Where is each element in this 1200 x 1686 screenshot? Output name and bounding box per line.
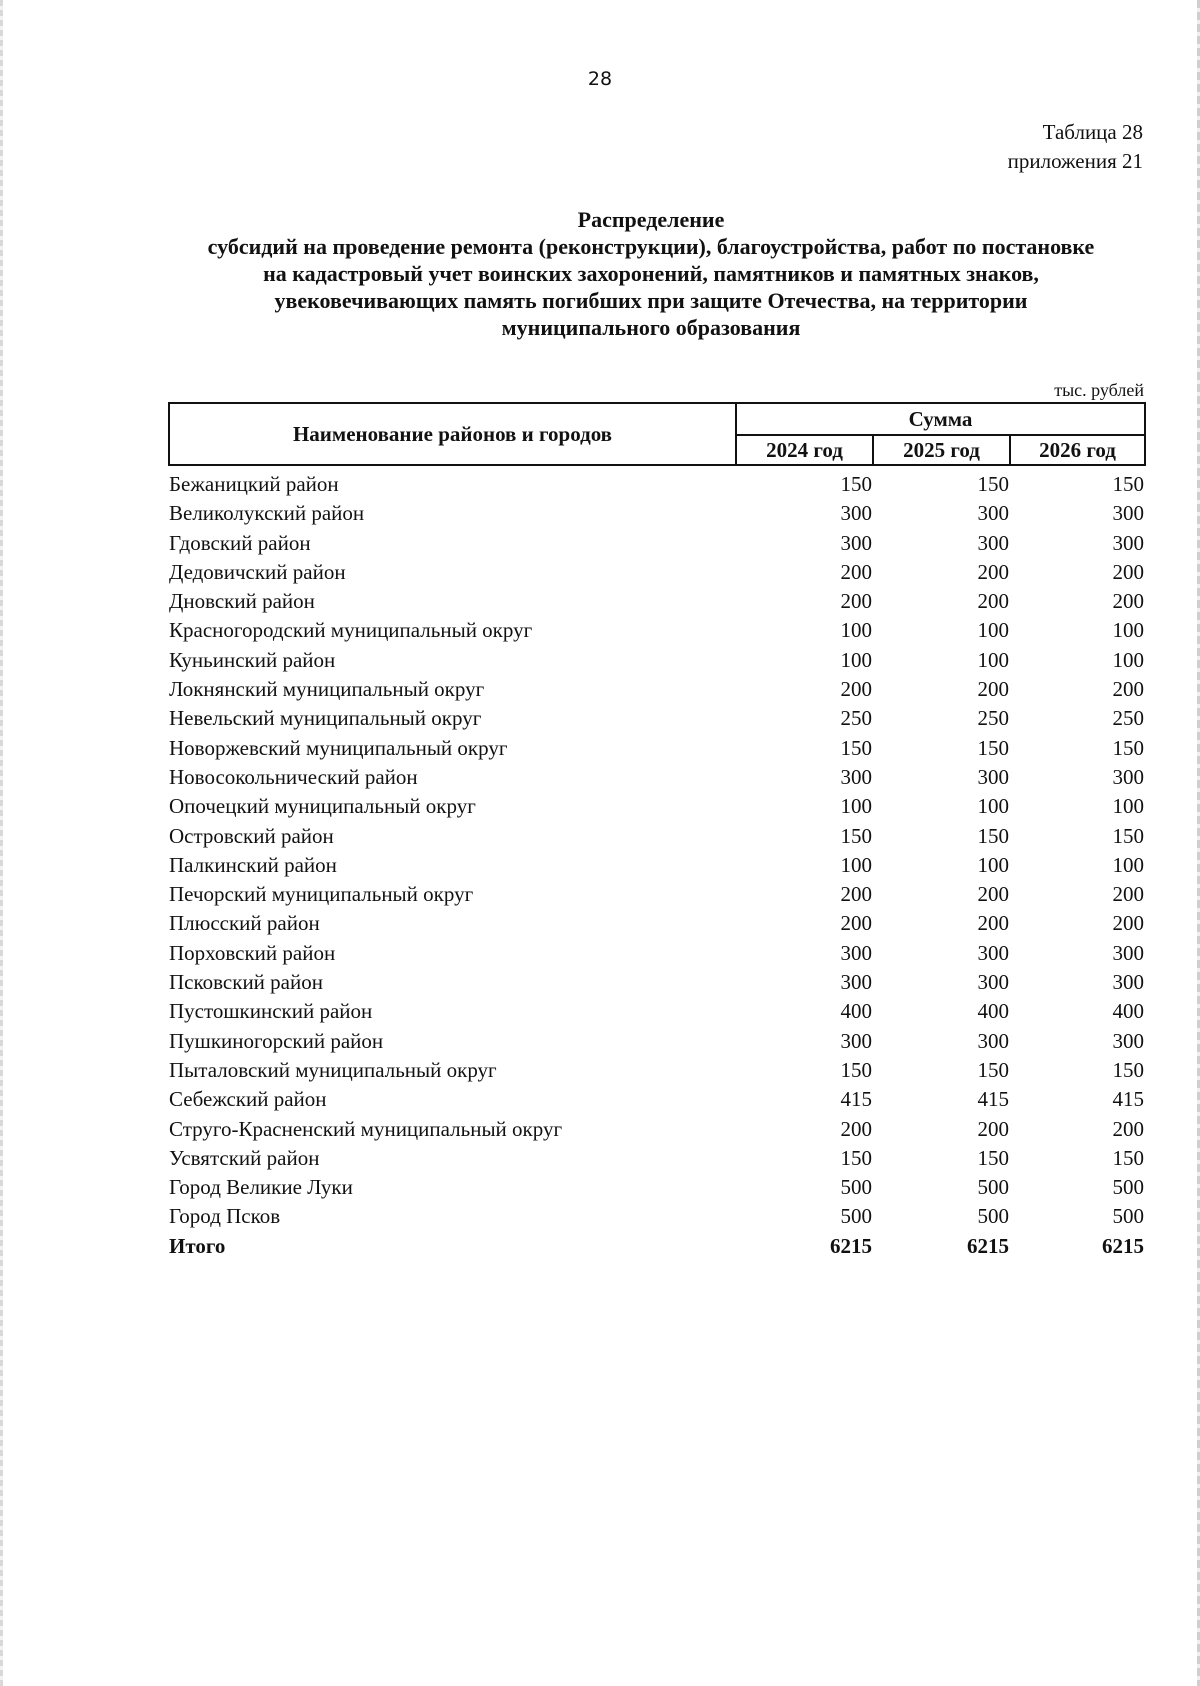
cell-value-2026: 300 (1112, 764, 1145, 789)
page-number: 28 (587, 68, 613, 90)
cell-value-2026: 100 (1112, 852, 1145, 877)
cell-value-2025: 400 (977, 999, 1009, 1024)
cell-value-2025: 200 (977, 559, 1009, 584)
cell-value-2025: 150 (977, 1145, 1009, 1170)
cell-district-name: Дедовичский район (169, 559, 346, 584)
table-reference-line1: Таблица 28 (1042, 120, 1143, 144)
table-row (169, 1081, 1145, 1110)
cell-value-2025: 200 (977, 589, 1009, 614)
subsidy-table (168, 402, 1146, 1257)
cell-value-2024: 200 (840, 589, 872, 614)
cell-value-2025: 100 (977, 618, 1009, 643)
table-row (169, 876, 1145, 905)
cell-district-name: Дновский район (169, 589, 315, 614)
cell-value-2025: 250 (977, 706, 1009, 731)
cell-value-2025: 500 (977, 1175, 1009, 1200)
cell-value-2024: 500 (840, 1204, 872, 1229)
cell-value-2024: 415 (840, 1087, 872, 1112)
table-row (169, 1052, 1145, 1081)
cell-value-2026: 500 (1112, 1175, 1145, 1200)
table-row (169, 1110, 1145, 1139)
cell-value-2026: 400 (1112, 999, 1145, 1024)
table-row (169, 729, 1145, 758)
cell-district-name: Город Псков (169, 1204, 281, 1229)
cell-value-2026: 150 (1112, 1057, 1145, 1082)
table-row (169, 847, 1145, 876)
cell-value-2024: 100 (840, 647, 872, 672)
cell-value-2026: 150 (1112, 823, 1145, 848)
cell-district-name: Островский район (169, 823, 334, 848)
cell-value-2025: 150 (977, 472, 1009, 496)
table-row (169, 465, 1145, 495)
scan-edge-left (0, 0, 3, 1686)
cell-value-2025: 200 (977, 677, 1009, 702)
header-sum: Сумма (736, 403, 1145, 435)
cell-district-name: Город Великие Луки (169, 1175, 353, 1200)
cell-district-name: Красногородский муниципальный округ (169, 618, 533, 643)
table-row (169, 554, 1145, 583)
cell-value-2026: 150 (1112, 1145, 1145, 1170)
cell-value-2026: 200 (1112, 1116, 1145, 1141)
cell-value-2024: 300 (840, 970, 872, 995)
table-row (169, 993, 1145, 1022)
cell-value-2025: 500 (977, 1204, 1009, 1229)
document-title (158, 206, 1144, 341)
cell-value-2025: 300 (977, 1028, 1009, 1053)
table-row (169, 934, 1145, 963)
header-year-2025: 2025 год (873, 435, 1010, 465)
cell-value-2024: 300 (840, 530, 872, 555)
cell-district-name: Гдовский район (169, 530, 311, 555)
cell-value-2024: 250 (840, 706, 872, 731)
cell-value-2024: 150 (840, 1145, 872, 1170)
cell-district-name: Великолукский район (169, 501, 365, 526)
cell-value-2025: 100 (977, 647, 1009, 672)
cell-value-2026: 100 (1112, 794, 1145, 819)
cell-district-name: Новоржевский муниципальный округ (169, 735, 508, 760)
cell-value-2024: 200 (840, 882, 872, 907)
cell-value-2026: 300 (1112, 530, 1145, 555)
header-district-name: Наименование районов и городов (169, 403, 736, 465)
cell-value-2026: 6215 (1102, 1233, 1145, 1258)
cell-value-2024: 200 (840, 677, 872, 702)
cell-district-name: Локнянский муниципальный округ (169, 677, 485, 702)
cell-value-2025: 300 (977, 940, 1009, 965)
cell-value-2024: 100 (840, 618, 872, 643)
cell-district-name: Себежский район (169, 1087, 327, 1112)
cell-district-name: Бежаницкий район (169, 472, 339, 496)
title-line5: муниципального образования (501, 315, 801, 340)
table-row (169, 817, 1145, 846)
table-row (169, 1140, 1145, 1169)
cell-value-2024: 6215 (830, 1233, 872, 1258)
cell-value-2026: 200 (1112, 589, 1145, 614)
table-reference-line2: приложения 21 (1007, 149, 1143, 173)
table-row (169, 788, 1145, 817)
cell-value-2025: 415 (977, 1087, 1009, 1112)
cell-value-2026: 150 (1112, 472, 1145, 496)
cell-value-2026: 200 (1112, 882, 1145, 907)
cell-district-name: Куньинский район (169, 647, 336, 672)
cell-value-2024: 150 (840, 1057, 872, 1082)
cell-value-2026: 100 (1112, 647, 1145, 672)
cell-value-2024: 400 (840, 999, 872, 1024)
cell-district-name: Пыталовский муниципальный округ (169, 1057, 497, 1082)
cell-value-2024: 300 (840, 940, 872, 965)
cell-value-2025: 100 (977, 852, 1009, 877)
table-row (169, 641, 1145, 670)
cell-value-2026: 300 (1112, 940, 1145, 965)
table-row (169, 1198, 1145, 1227)
cell-district-name: Печорский муниципальный округ (169, 882, 474, 907)
cell-value-2025: 300 (977, 501, 1009, 526)
table-row (169, 700, 1145, 729)
title-line2: субсидий на проведение ремонта (реконструкции), благоустройства, работ по постановке (207, 234, 1095, 259)
cell-district-name: Псковский район (169, 970, 323, 995)
cell-value-2024: 200 (840, 911, 872, 936)
cell-value-2024: 100 (840, 794, 872, 819)
table-row (169, 1169, 1145, 1198)
table-row (169, 612, 1145, 641)
cell-value-2026: 200 (1112, 559, 1145, 584)
cell-value-2024: 500 (840, 1175, 872, 1200)
table-row (169, 524, 1145, 553)
table-total-row (169, 1227, 1145, 1256)
cell-value-2025: 300 (977, 970, 1009, 995)
cell-value-2026: 300 (1112, 970, 1145, 995)
cell-value-2025: 200 (977, 882, 1009, 907)
cell-value-2026: 200 (1112, 911, 1145, 936)
cell-value-2025: 300 (977, 764, 1009, 789)
cell-district-name: Палкинский район (169, 852, 337, 877)
table-body (169, 465, 1145, 1257)
cell-district-name: Усвятский район (169, 1145, 320, 1170)
cell-district-name: Плюсский район (169, 911, 320, 936)
cell-district-name: Пустошкинский район (169, 999, 373, 1024)
title-line3: на кадастровый учет воинских захоронений, памятников и памятных знаков, (263, 261, 1039, 286)
cell-value-2024: 200 (840, 1116, 872, 1141)
cell-value-2024: 200 (840, 559, 872, 584)
cell-value-2025: 150 (977, 735, 1009, 760)
title-line4: увековечивающих память погибших при защите Отечества, на территории (274, 288, 1028, 313)
cell-value-2026: 200 (1112, 677, 1145, 702)
header-year-2024: 2024 год (736, 435, 873, 465)
cell-value-2025: 100 (977, 794, 1009, 819)
cell-value-2025: 150 (977, 1057, 1009, 1082)
cell-value-2026: 100 (1112, 618, 1145, 643)
cell-value-2026: 300 (1112, 501, 1145, 526)
table-row (169, 905, 1145, 934)
table-row (169, 964, 1145, 993)
header-year-2026: 2026 год (1010, 435, 1145, 465)
table-row (169, 759, 1145, 788)
cell-value-2025: 200 (977, 1116, 1009, 1141)
cell-value-2025: 150 (977, 823, 1009, 848)
cell-value-2026: 415 (1112, 1087, 1145, 1112)
cell-value-2025: 6215 (967, 1233, 1009, 1258)
table-reference (1008, 118, 1143, 176)
cell-value-2024: 150 (840, 823, 872, 848)
cell-value-2026: 250 (1112, 706, 1145, 731)
cell-value-2024: 100 (840, 852, 872, 877)
table-row (169, 495, 1145, 524)
cell-value-2024: 150 (840, 472, 872, 496)
cell-value-2024: 300 (840, 1028, 872, 1053)
table-row (169, 583, 1145, 612)
cell-value-2025: 300 (977, 530, 1009, 555)
cell-value-2025: 200 (977, 911, 1009, 936)
table-row (169, 1022, 1145, 1051)
cell-district-name: Струго-Красненский муниципальный округ (169, 1116, 563, 1141)
table-row (169, 671, 1145, 700)
cell-value-2024: 300 (840, 764, 872, 789)
cell-district-name: Пушкиногорский район (169, 1028, 384, 1053)
cell-district-name: Итого (169, 1233, 226, 1258)
cell-district-name: Порховский район (169, 940, 336, 965)
title-line1: Распределение (577, 207, 725, 232)
cell-value-2026: 150 (1112, 735, 1145, 760)
units-label: тыс. рублей (1054, 380, 1144, 400)
cell-district-name: Опочецкий муниципальный округ (169, 794, 476, 819)
cell-value-2026: 500 (1112, 1204, 1145, 1229)
cell-value-2024: 150 (840, 735, 872, 760)
cell-district-name: Невельский муниципальный округ (169, 706, 482, 731)
cell-value-2024: 300 (840, 501, 872, 526)
cell-value-2026: 300 (1112, 1028, 1145, 1053)
cell-district-name: Новосокольнический район (169, 764, 418, 789)
